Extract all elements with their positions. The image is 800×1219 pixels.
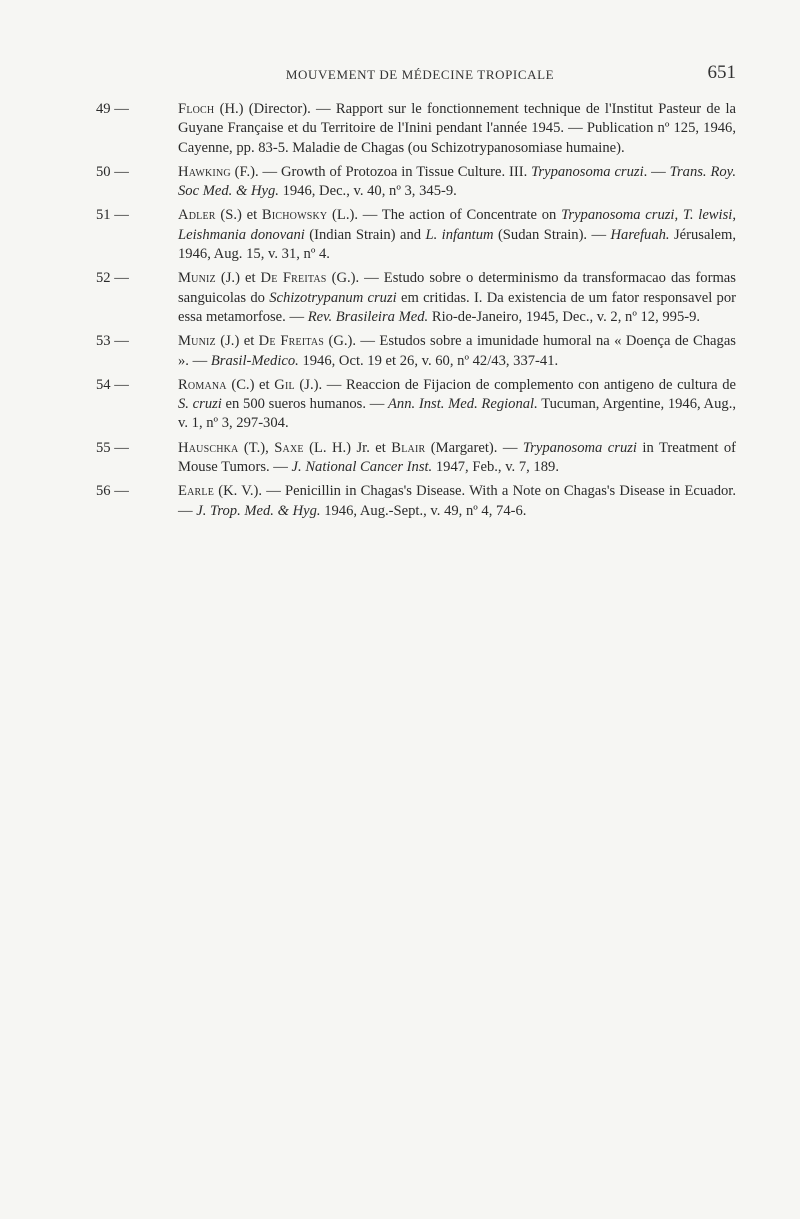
italic-title: Trypanosoma cruzi [531, 163, 644, 180]
reference-text: (F.). — Growth of Protozoa in Tissue Culture. III. [230, 163, 532, 180]
reference-text: 1946, Oct. 19 et 26, v. 60, nº 42/43, 337-41. [298, 352, 559, 369]
author-name: Bichowsky [261, 207, 328, 224]
reference-number [96, 482, 178, 501]
author-name: Muniz [178, 270, 216, 287]
reference-number-value: 50 [96, 163, 111, 180]
italic-title: J. National Cancer Inst. [291, 459, 433, 476]
author-name: Gil [274, 376, 295, 393]
reference-text: (H.) (Director). — Rapport sur le fonctionnement technique de l'Institut Pasteur de la Guyane Française et du Territoire de l'Inini pendant l'année 1945. — Publication nº 125, 1946, Cayenne, pp. 83-5. Maladie de Chagas (ou Schizotrypanosomiase humaine). [178, 101, 736, 156]
author-name: Blair [391, 439, 426, 456]
author-name: Earle [178, 483, 215, 500]
reference-text: Rio-de-Janeiro, 1945, Dec., v. 2, nº 12, 995-9. [428, 308, 701, 325]
reference-entry [96, 376, 736, 434]
reference-number [96, 206, 178, 225]
reference-text: (J.). — Reaccion de Fijacion de complemento con antigeno de cultura de [294, 376, 736, 393]
reference-entry [96, 269, 736, 327]
reference-entry [96, 482, 736, 521]
reference-text: en 500 sueros humanos. — [221, 396, 389, 413]
italic-title: Rev. Brasileira Med. [307, 308, 429, 325]
reference-number-value: 53 [96, 333, 111, 350]
reference-dash: — [110, 101, 129, 117]
reference-entry [96, 206, 736, 264]
italic-title: Trypanosoma cruzi, T. lewisi, Leishmania donovani [178, 207, 736, 243]
italic-title: S. cruzi [178, 396, 222, 413]
author-name: De Freitas [260, 270, 327, 287]
italic-title: J. Trop. Med. & Hyg. [196, 502, 321, 519]
reference-dash: — [110, 439, 129, 456]
reference-text: (S.) et [215, 207, 262, 224]
italic-title: Harefuah. [610, 226, 670, 243]
author-name: Hawking [178, 163, 231, 180]
author-name: Muniz [178, 333, 216, 350]
reference-text: (Margaret). — [425, 439, 523, 456]
reference-number-value: 51 [96, 207, 111, 224]
author-name: Romana [178, 376, 227, 393]
reference-text: (Indian Strain) and [304, 226, 426, 243]
reference-number [96, 100, 178, 119]
author-name: Saxe [274, 439, 304, 456]
reference-dash: — [110, 376, 129, 393]
reference-text: (L.). — The action of Concentrate on [327, 207, 562, 224]
reference-dash: — [110, 483, 129, 500]
running-head: MOUVEMENT DE MÉDECINE TROPICALE [285, 67, 555, 82]
italic-title: Trans. Roy. Soc Med. & Hyg. [178, 163, 736, 200]
reference-text: (T.), [238, 439, 275, 456]
reference-text: Jérusalem, 1946, Aug. 15, v. 31, nº 4. [178, 226, 736, 263]
reference-number [96, 376, 178, 395]
italic-title: Trypanosoma cruzi [522, 439, 637, 456]
reference-text: em critidas. I. Da existencia de um fator responsavel por essa metamorfose. — [178, 289, 736, 325]
reference-text: (K. V.). — Penicillin in Chagas's Disease. With a Note on Chagas's Disease in Ecuador. — [178, 483, 736, 519]
reference-text: (G.). — Estudos sobre a imunidade humoral na « Doença de Chagas ». — [178, 333, 736, 369]
reference-entry [96, 100, 736, 158]
reference-text: (L. H.) Jr. et [303, 439, 392, 456]
page-number: 651 [707, 62, 736, 83]
reference-text: 1946, Aug.-Sept., v. 49, nº 4, 74-6. [320, 502, 527, 519]
reference-dash: — [110, 207, 129, 224]
reference-dash: — [110, 333, 129, 350]
reference-entry [96, 332, 736, 371]
reference-dash: — [110, 270, 129, 287]
author-name: De Freitas [258, 333, 325, 350]
italic-title: Ann. Inst. Med. Regional. [388, 396, 538, 413]
reference-text: (J.) et [215, 333, 259, 350]
reference-entry [96, 163, 736, 202]
reference-text: in Treatment of Mouse Tumors. — [178, 439, 737, 476]
reference-text: 1946, Dec., v. 40, nº 3, 345-9. [278, 183, 457, 200]
reference-number [96, 332, 178, 351]
reference-number-value: 55 [96, 439, 111, 456]
reference-text: (J.) et [215, 270, 261, 287]
reference-dash: — [110, 163, 129, 180]
page-header [96, 62, 744, 88]
reference-list [96, 100, 736, 526]
reference-text: 1947, Feb., v. 7, 189. [432, 459, 559, 476]
reference-number-value: 56 [96, 483, 111, 500]
reference-number-value: 52 [96, 270, 111, 287]
reference-number [96, 163, 178, 182]
reference-text: (Sudan Strain). — [493, 226, 611, 243]
reference-text: (C.) et [226, 376, 275, 393]
reference-text: . — [643, 163, 670, 180]
reference-number-value: 54 [96, 376, 111, 393]
reference-number-value: 49 [96, 101, 111, 117]
reference-text: (G.). — Estudo sobre o determinismo da transformacao das formas sanguicolas do [178, 270, 736, 306]
italic-title: Brasil-Medico. [210, 352, 299, 369]
reference-text: Tucuman, Argentine, 1946, Aug., v. 1, nº 3, 297-304. [178, 396, 736, 432]
author-name: Adler [178, 207, 216, 224]
author-name: Hauschka [178, 439, 239, 456]
italic-title: Schizotrypanum cruzi [269, 289, 397, 306]
reference-number [96, 269, 178, 288]
reference-number [96, 439, 178, 458]
author-name: Floch [178, 101, 215, 117]
italic-title: L. infantum [425, 226, 494, 243]
reference-entry [96, 439, 736, 478]
